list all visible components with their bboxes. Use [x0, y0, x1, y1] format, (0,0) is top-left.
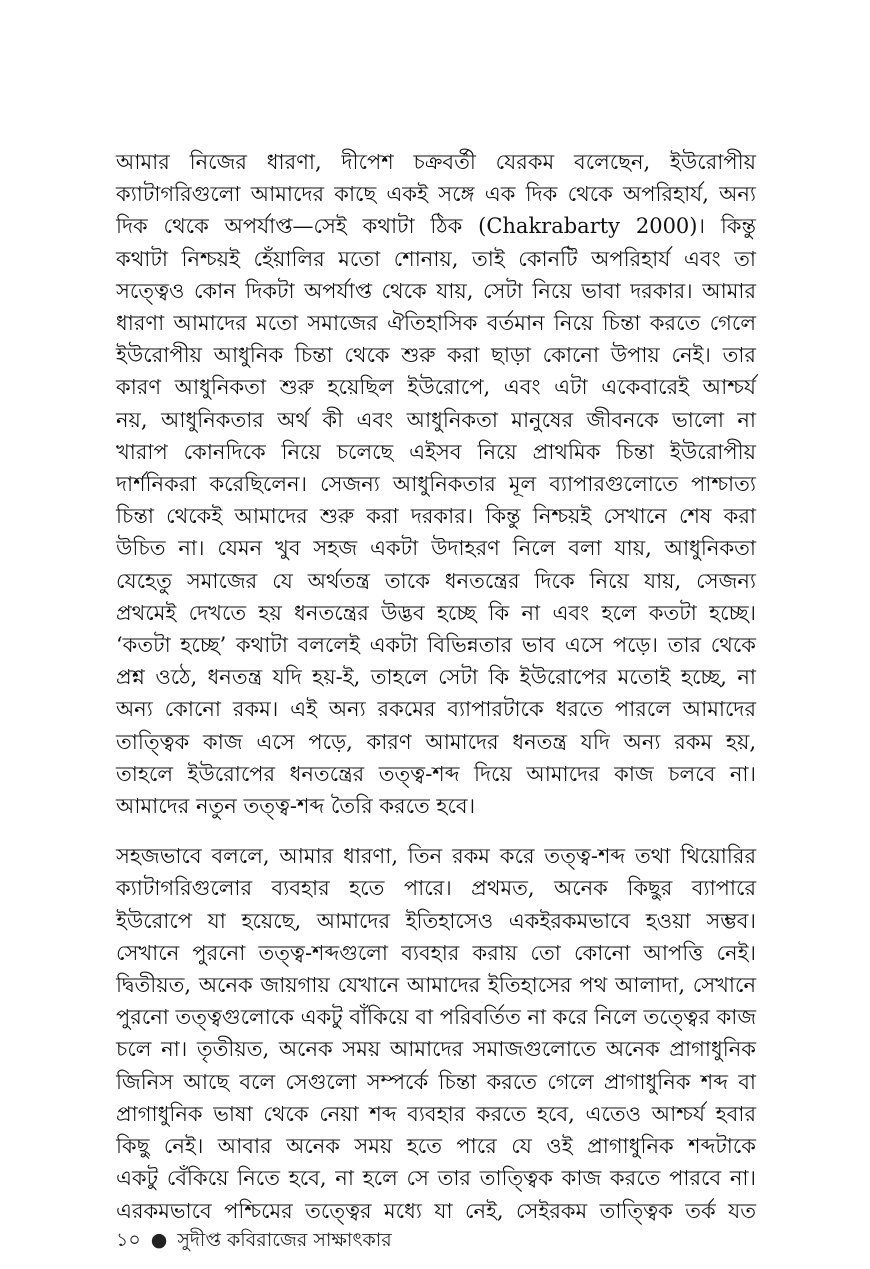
text-line: যেহেতু সমাজের যে অর্থতন্ত্র তাকে ধনতন্ত্রের দিকে নিয়ে যায়, সেজন্য — [116, 568, 756, 593]
text-line: ‘কতটা হচ্ছে’ কথাটা বললেই একটা বিভিন্নতার ভাব এসে পড়ে। তার থেকে — [116, 633, 756, 658]
text-line: চলে না। তৃতীয়ত, অনেক সময় আমাদের সমাজগুলোতে অনেক প্রাগাধুনিক — [116, 1037, 756, 1062]
text-line: কিছু নেই। আবার অনেক সময় হতে পারে যে ওই প্রাগাধুনিক শব্দটাকে — [116, 1134, 756, 1159]
text-line: কারণ আধুনিকতা শুরু হয়েছিল ইউরোপে, এবং এটা একেবারেই আশ্চর্য — [116, 375, 756, 400]
text-line: ধারণা আমাদের মতো সমাজের ঐতিহাসিক বর্তমান নিয়ে চিন্তা করতে গেলে — [116, 311, 756, 336]
text-line: কথাটা নিশ্চয়ই হেঁয়ালির মতো শোনায়, তাই কোনটি অপরিহার্য এবং তা — [116, 246, 756, 271]
text-line: চিন্তা থেকেই আমাদের শুরু করা দরকার। কিন্তু নিশ্চয়ই সেখানে শেষ করা — [116, 504, 756, 529]
text-line: দার্শনিকরা করেছিলেন। সেজন্য আধুনিকতার মূল ব্যাপারগুলোতে পাশ্চাত্য — [116, 472, 756, 497]
text-line: দিক থেকে অপর্যাপ্ত—সেই কথাটা ঠিক (Chakrabarty 2000)। কিন্তু — [116, 214, 756, 239]
text-line: ক্যাটাগরিগুলোর ব্যবহার হতে পারে। প্রথমত, অনেক কিছুর ব্যাপারে — [116, 876, 756, 901]
bullet-separator: ● — [150, 1229, 168, 1251]
running-title: সুদীপ্ত কবিরাজের সাক্ষাৎকার — [177, 1229, 392, 1251]
text-line: প্রাগাধুনিক ভাষা থেকে নেয়া শব্দ ব্যবহার করতে হবে, এতেও আশ্চর্য হবার — [116, 1101, 756, 1126]
text-line: আমাদের নতুন তত্ত্ব-শব্দ তৈরি করতে হবে। — [116, 794, 476, 819]
text-line: ইউরোপীয় আধুনিক চিন্তা থেকে শুরু করা ছাড়া কোনো উপায় নেই। তার — [116, 343, 756, 368]
text-line: উচিত না। যেমন খুব সহজ একটা উদাহরণ নিলে বলা যায়, আধুনিকতা — [116, 536, 756, 561]
text-line: তাত্ত্বিক কাজ এসে পড়ে, কারণ আমাদের ধনতন্ত্র যদি অন্য রকম হয়, — [116, 729, 756, 754]
page-footer — [116, 1228, 392, 1252]
text-line: তাহলে ইউরোপের ধনতন্ত্রের তত্ত্ব-শব্দ দিয়ে আমাদের কাজ চলবে না। — [116, 761, 756, 786]
text-line: আমার নিজের ধারণা, দীপেশ চক্রবর্তী যেরকম বলেছেন, ইউরোপীয় — [116, 150, 756, 174]
text-line: নয়, আধুনিকতার অর্থ কী এবং আধুনিকতা মানুষের জীবনকে ভালো না — [116, 407, 756, 432]
text-line: ক্যাটাগরিগুলো আমাদের কাছে একই সঙ্গে এক দিক থেকে অপরিহার্য, অন্য — [116, 182, 756, 207]
text-line: জিনিস আছে বলে সেগুলো সম্পর্কে চিন্তা করতে গেলে প্রাগাধুনিক শব্দ বা — [116, 1069, 756, 1094]
page-number: ১০ — [116, 1229, 141, 1251]
text-line: খারাপ কোনদিকে নিয়ে চলেছে এইসব নিয়ে প্রাথমিক চিন্তা ইউরোপীয় — [116, 439, 756, 464]
page-body — [116, 146, 756, 1227]
text-line: একটু বেঁকিয়ে নিতে হবে, না হলে সে তার তাত্ত্বিক কাজ করতে পারবে না। — [116, 1166, 756, 1191]
text-line: দ্বিতীয়ত, অনেক জায়গায় যেখানে আমাদের ইতিহাসের পথ আলাদা, সেখানে — [116, 973, 756, 998]
text-line: সহজভাবে বললে, আমার ধারণা, তিন রকম করে তত্ত্ব-শব্দ তথা থিয়োরির — [116, 844, 756, 869]
text-line: এরকমভাবে পশ্চিমের তত্ত্বের মধ্যে যা নেই, সেইরকম তাত্ত্বিক তর্ক যত — [116, 1198, 756, 1223]
text-line: পুরনো তত্ত্বগুলোকে একটু বাঁকিয়ে বা পরিবর্তিত না করে নিলে তত্ত্বের কাজ — [116, 1005, 757, 1030]
text-line: প্রশ্ন ওঠে, ধনতন্ত্র যদি হয়-ই, তাহলে সেটা কি ইউরোপের মতোই হচ্ছে, না — [116, 665, 756, 690]
paragraph-2 — [116, 840, 756, 1226]
text-line: অন্য কোনো রকম। এই অন্য রকমের ব্যাপারটাকে ধরতে পারলে আমাদের — [116, 697, 756, 722]
text-line: প্রথমেই দেখতে হয় ধনতন্ত্রের উদ্ভব হচ্ছে কি না এবং হলে কতটা হচ্ছে। — [116, 600, 756, 625]
text-line: ইউরোপে যা হয়েছে, আমাদের ইতিহাসেও একইরকমভাবে হওয়া সম্ভব। — [116, 908, 756, 933]
text-line: সত্ত্বেও কোন দিকটা অপর্যাপ্ত থেকে যায়, সেটা নিয়ে ভাবা দরকার। আমার — [116, 278, 756, 303]
paragraph-1 — [116, 146, 756, 822]
text-line: সেখানে পুরনো তত্ত্ব-শব্দগুলো ব্যবহার করায় তো কোনো আপত্তি নেই। — [116, 940, 756, 965]
